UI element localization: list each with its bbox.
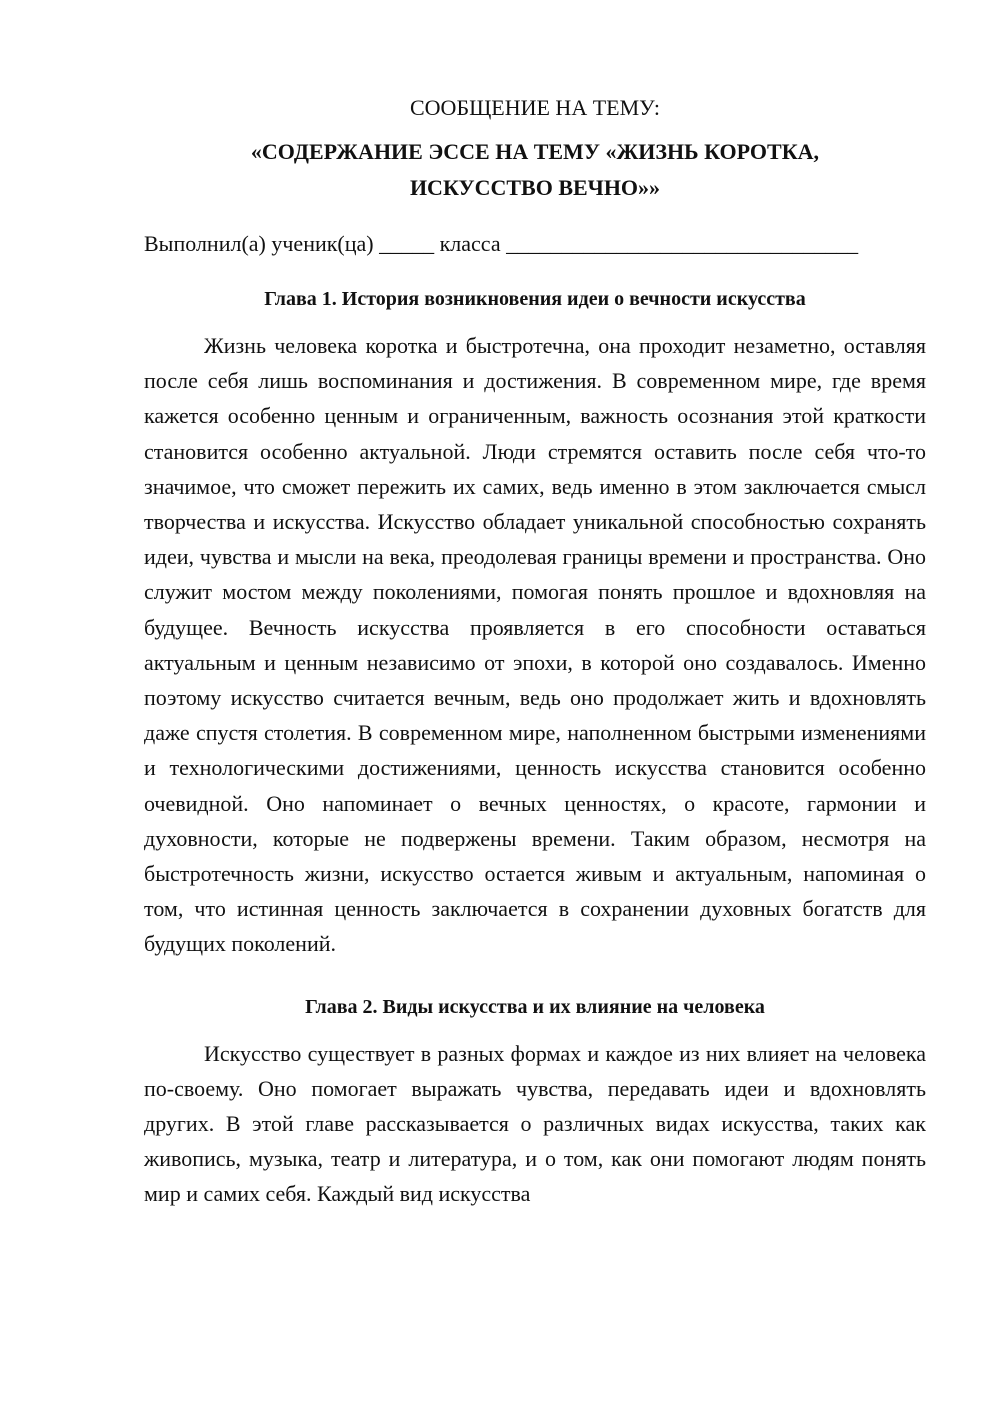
document-title: СООБЩЕНИЕ НА ТЕМУ: bbox=[410, 95, 660, 120]
document-topic bbox=[144, 134, 926, 206]
chapter-2-paragraph: Искусство существует в разных формах и каждое из них влияет на человека по-своему. Оно помогает выражать чувства, передавать идеи и вдохновлять других. В этой главе рассказывается о различных видах искусства, таких как живопись, музыка, театр и литература, и о том, как они помогают людям понять мир и самих себя. Каждый вид искусства bbox=[144, 1040, 926, 1207]
author-line: Выполнил(а) ученик(ца) _____ класса ________________________________ bbox=[144, 231, 859, 256]
topic-line-1: «СОДЕРЖАНИЕ ЭССЕ НА ТЕМУ «ЖИЗНЬ КОРОТКА, bbox=[250, 139, 820, 164]
chapter-2-heading: Глава 2. Виды искусства и их влияние на человека bbox=[305, 995, 765, 1018]
topic-line-2: ИСКУССТВО ВЕЧНО»» bbox=[409, 175, 661, 200]
chapter-1-heading: Глава 1. История возникновения идеи о вечности искусства bbox=[264, 288, 806, 310]
chapter-1-paragraph: Жизнь человека коротка и быстротечна, она проходит незаметно, оставляя после себя лишь воспоминания и достижения. В современном мире, где время кажется особенно ценным и ограниченным, важность осознания этой краткости становится особенно актуальной. Люди стремятся оставить после себя что-то значимое, что сможет пережить их самих, ведь именно в этом заключается смысл творчества и искусства. Искусство обладает уникальной способностью сохранять идеи, чувства и мысли на века, преодолевая границы времени и пространства. Оно служит мостом между поколениями, помогая понять прошлое и вдохновляя на будущее. Вечность искусства проявляется в его способности оставаться актуальным и ценным независимо от эпохи, в которой оно создавалось. Именно поэтому искусство считается вечным, ведь оно продолжает жить и вдохновлять даже спустя столетия. В современном мире, наполненном быстрыми изменениями и технологическими достижениями, ценность искусства становится особенно очевидной. Оно напоминает о вечных ценностях, о красоте, гармонии и духовности, которые не подвержены времени. Таким образом, несмотря на быстротечность жизни, искусство остается живым и актуальным, напоминая о том, что истинная ценность заключается в сохранении духовных богатств для будущих поколений. bbox=[144, 333, 926, 957]
